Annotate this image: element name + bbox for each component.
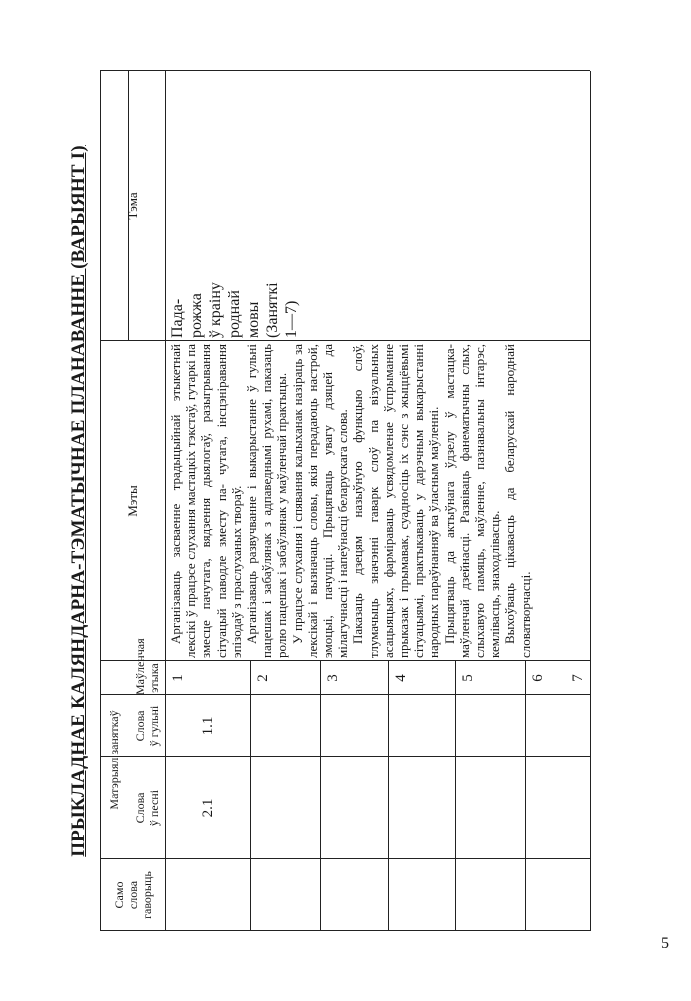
aim-paragraph: Арганізаваць засваенне традыцыйнай этыкетнай лексікі ў працэсе слухання мастацкіх тэкстаў, гутаркі па змесце пачутага, вядзення дыялогаў, разыгрывання сітуацый паводле зместу па- чутага, інсцэніравання эпізодаў з праслуханых твораў. (168, 344, 244, 658)
header-material: Матэрыял заняткаў (107, 710, 121, 810)
row-5-num: 5 (460, 674, 476, 682)
row-6-num: 6 (530, 674, 546, 682)
col-line-left (100, 930, 590, 931)
aim-paragraph: У працэсе слухання і спявання калыханак назіраць за лексікай і вызначаць словы, якія перадаюць настрой, эмоцыі, пачуцці. Прыцягваць увагу дзяцей да мілагучнасці і напеўнасці беларускага слова. (289, 343, 351, 658)
row-3-num: 3 (325, 674, 341, 682)
col-line-5 (100, 340, 590, 341)
aim-paragraph: Прыцягваць да актыўнага ўдзелу ў мастацка-маўленчай дзейнасці. Развіваць фанематычны слых, слыхавую памяць, маўленне, пазнавальны інтарэс, кемлівасць, знаходлівасць. (441, 343, 503, 658)
row-4-num: 4 (393, 674, 409, 682)
theme-text: Пада- рожжа ў краіну роднай мовы (Заняткі 1—7) (169, 282, 300, 338)
header-bottom-line (165, 71, 166, 931)
row-line-2 (320, 661, 321, 931)
row-7-num: 7 (570, 674, 586, 682)
col-line-2 (100, 756, 590, 757)
header-etika: Маўленчая этыка (132, 638, 161, 695)
header-pesni: Слова ў песні (132, 789, 161, 827)
header-samo: Само слова гаворыць (111, 871, 154, 919)
col-line-right (100, 70, 590, 71)
col-line-1 (100, 858, 590, 859)
table-bottom-line (590, 71, 591, 931)
row-line-1 (250, 661, 251, 931)
aims-text (168, 344, 533, 658)
row-1-num: 1 (170, 674, 186, 682)
header-gulni: Слова ў гульні (132, 705, 161, 747)
aim-paragraph: Арганізаваць развучванне і выкарыстанне ў гульні пацешак і забаўлянак з адпаведнымі рухамі, паказаць ролю пацешак і забаўлянак у маўленчай практыцы. (244, 343, 290, 658)
page-number: 5 (661, 935, 669, 952)
row-line-5 (525, 661, 526, 931)
aim-paragraph: Выхоўваць цікавасць да беларускай народнай словатворчасці. (502, 344, 533, 658)
row-2-num: 2 (255, 674, 271, 682)
row-line-3 (388, 661, 389, 931)
page-title: ПРЫКЛАДНАЕ КАЛЯНДАРНА-ТЭМАТЫЧНАЕ ПЛАНАВАННЕ (ВАРЫЯНТ І) (68, 145, 89, 857)
header-aims: Мэты (125, 485, 140, 517)
row-1-gulni: 2.1 (200, 798, 216, 818)
header-theme: Тэма (125, 192, 140, 220)
row-1-etika: 1.1 (200, 716, 216, 736)
row-line-4 (455, 661, 456, 931)
aim-paragraph: Паказаць дзецям назыўную функцыю слоў, тлумачыць значэнні гаварк слоў па візуальных асацыяцыях, фарміраваць усвядомленае ўспрыманне прыказак і прымавак, суадносіць іх сэнс з жыццёвымі сітуацыямі, практыкаваць у дарэчным выкарыстанні народных параўнанняў ва ўласным маўленні. (350, 343, 442, 658)
